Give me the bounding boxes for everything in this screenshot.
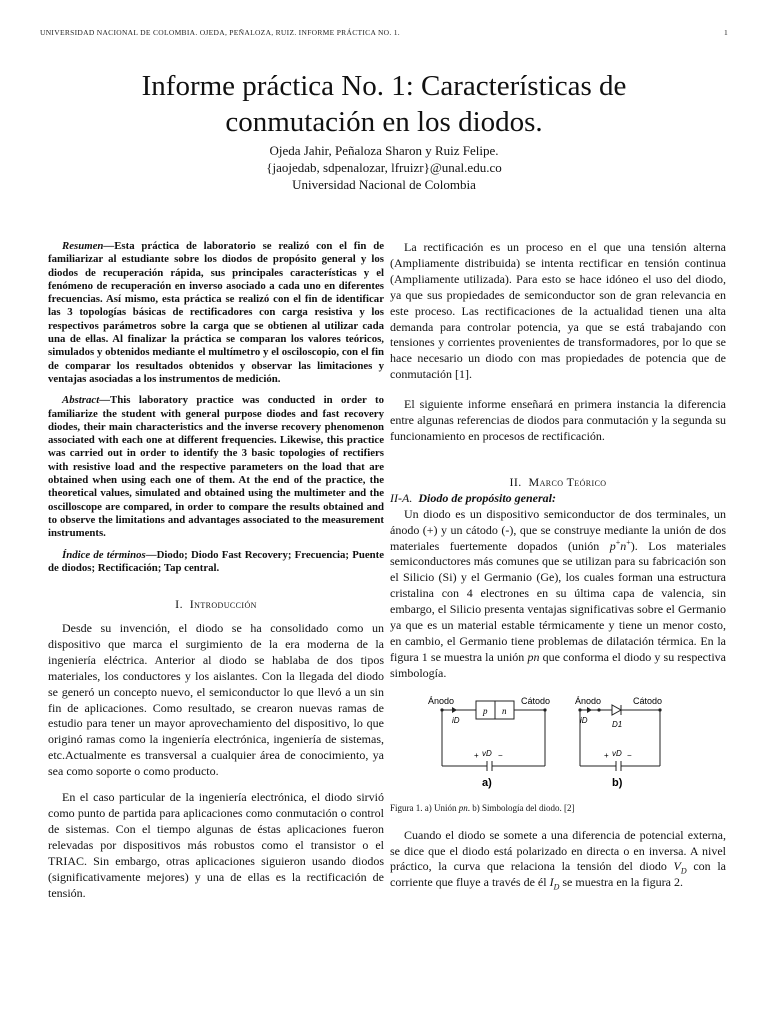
subsection-2a-heading <box>390 491 726 507</box>
author-names: Ojeda Jahir, Peñaloza Sharon y Ruiz Felipe. <box>269 143 499 158</box>
resumen-label: Resumen <box>62 240 104 252</box>
fig-b-plus: + <box>604 750 609 760</box>
theory-paragraph-1 <box>390 507 726 682</box>
theory-p2-part-c: se muestra en la figura 2. <box>559 875 683 890</box>
running-title: UNIVERSIDAD NACIONAL DE COLOMBIA. OJEDA, PEÑALOZA, RUIZ. INFORME PRÁCTICA NO. 1. <box>40 28 400 37</box>
intro-paragraph-4: El siguiente informe enseñará en primera instancia la diferencia entre algunas referencias de diodos para conmutación y la segunda su funcionamiento en procesos de rectificación. <box>390 397 726 443</box>
intro-paragraph-3: La rectificación es un proceso en el que una tensión alterna (Ampliamente distribuida) se intenta rectificar en tensión continua (Ampliamente utilizada). Para esto se hace idóneo el uso del diodo, ya que sus propiedades de semiconductor son de gran relevancia en este proceso. Las rectificaciones de la actualidad tienen una alta demanda para controlar potencia, ya que se está trabajando con tensiones y corrientes provenientes de transformadores, por lo que se hace necesario un diodo con mas propiedades de potencia que de conmutación [1]. <box>390 240 726 382</box>
fig-b-minus: − <box>627 750 632 760</box>
circuit-a <box>428 696 550 789</box>
theory-p1-part-a: Un diodo es un dispositivo semiconductor de dos terminales, un ánodo (+) y un cátodo (-), que se construye mediante la unión de dos materiales fuertemente dopados (unión <box>390 506 726 553</box>
fig-a-cathode-label: Cátodo <box>521 695 551 706</box>
circuit-b <box>575 696 662 789</box>
caption-part-a: Figura 1. a) Unión <box>390 802 459 813</box>
fig-b-voltage-label: vD <box>612 748 622 758</box>
resumen-text: —Esta práctica de laboratorio se realizó con el fin de familiarizar al estudiante sobre los diodos de propósito general y los diodos de recuperación rápida, sus principales características y el fenómeno de recuperación en inverso asociado a cada uno en diferentes frecuencias. Así mismo, esta práctica se realizó con el fin de identificar las 3 topologías básicas de rectificadores con carga resistiva y los respectivos parámetros sobre la carga que se obtienen al utilizar cada una de ellas. Al finalizar la práctica se comparan los valores teóricos, simulados y obtenidos mediante el multímetro y el osciloscopio, con el fin de comparar los resultados obtenidos y observar las limitaciones y ventajas asociadas a los instrumentos de medición. <box>48 240 384 385</box>
author-block <box>60 142 708 193</box>
intro-paragraph-1: Desde su invención, el diodo se ha consolidado como un dispositivo que marca el surgimiento de la era moderna de la ingeniería eléctrica. Anterior al diodo se hablaba de dos tipos materiales, los conductores y los aislantes. Con la llegada del diodo se generó un concepto nuevo, el semiconductor lo que llevó a un sin fin de aplicaciones. Como resultado, se crearon nuevas ramas de estudio para tener un mayor aprovechamiento del dispositivo, lo que originó ramas como la ingeniería electrónica, ingeniería de sistemas, etc.Actualmente es transversal a cualquier área de conocimiento, ya sea como soporte o como producto. <box>48 621 384 779</box>
math-sub-D-1: D <box>680 866 687 876</box>
figure-1 <box>390 694 726 796</box>
keywords-paragraph <box>48 549 384 576</box>
math-I: I <box>549 875 554 890</box>
figure-1-caption <box>390 802 726 814</box>
resumen-paragraph <box>48 240 384 386</box>
math-p: p <box>609 538 616 553</box>
caption-part-b: . b) Simbología del diodo. [2] <box>467 802 575 813</box>
theory-p1-part-b: ). Los materiales semiconductores más comunes que se utilizan para su fabricación son el Silicio (Si) y el Germanio (Ge), los cuales forman una estructura cristalina con 4 electrones en su última capa de valencia, sin embargo, el Silicio presenta ventajas significativas sobre el Germanio ya que es un material estable térmicamente y tiene un menor costo, en cambio, el Germanio tiene problemas de dilatación térmica. En la figura 1 se muestra la unión <box>390 538 726 664</box>
fig-a-p-label: p <box>483 705 488 716</box>
subsection-2a-number: II-A. <box>390 490 413 505</box>
math-n: n <box>620 538 627 553</box>
author-emails: {jaojedab, sdpenalozar, lfruizr}@unal.edu.co <box>266 160 502 175</box>
keywords-text: —Diodo; Diodo Fast Recovery; Frecuencia; Puente de diodos; Rectificación; Tap central. <box>48 548 385 574</box>
theory-p2-part-a: Cuando el diodo se somete a una diferencia de potencial externa, se dice que el diodo está polarizado en directa o en inversa. A nivel práctico, la curva que relaciona la tensión del diodo <box>390 827 726 874</box>
left-column <box>48 240 384 901</box>
keywords-label: Índice de términos <box>62 548 146 561</box>
math-VD <box>673 859 687 876</box>
paper-title <box>60 68 708 140</box>
fig-b-anode-label: Ánodo <box>575 695 602 706</box>
page-number: 1 <box>723 28 728 37</box>
running-header <box>40 28 728 37</box>
subsection-2a-title: Diodo de propósito general: <box>418 490 556 505</box>
section-1-title: Introducción <box>189 597 257 612</box>
fig-a-current-label: iD <box>452 715 460 725</box>
fig-a-minus: − <box>498 750 503 760</box>
caption-pn: pn <box>458 802 468 813</box>
fig-b-cathode-label: Cátodo <box>633 695 663 706</box>
fig-a-voltage-label: vD <box>482 748 492 758</box>
fig-b-label: b) <box>612 776 623 789</box>
figure-1-diagram <box>390 694 726 796</box>
section-2-title: Marco Teórico <box>528 474 607 489</box>
section-2-number: II. <box>509 474 522 489</box>
math-sub-D-2: D <box>553 882 560 892</box>
fig-b-diode-label: D1 <box>612 719 623 729</box>
right-column <box>390 240 726 891</box>
section-1-heading <box>48 597 384 613</box>
fig-a-label: a) <box>482 776 492 789</box>
author-affiliation: Universidad Nacional de Colombia <box>292 177 476 192</box>
theory-p2-part-b: con la corriente que fluye a través de él <box>390 859 726 890</box>
title-line-2: conmutación en los diodos. <box>225 106 543 138</box>
abstract-paragraph <box>48 394 384 540</box>
fig-a-n-label: n <box>502 705 507 716</box>
theory-paragraph-2 <box>390 828 726 892</box>
fig-a-plus: + <box>474 750 479 760</box>
intro-paragraph-2: En el caso particular de la ingeniería electrónica, el diodo sirvió como punto de partida para aplicaciones como conmutación o control de sistemas. Con el tiempo algunas de éstas aplicaciones fueron relevadas por dispositivos más robustos como el transistor o el TRIAC. Sin embargo, otras aplicaciones siguieron usando diodos (significativamente mejores) y una de ellas es la rectificación de tensión. <box>48 790 384 900</box>
abstract-label: Abstract <box>62 394 100 407</box>
math-sup-plus-1: + <box>615 537 621 547</box>
theory-p1-part-c: que conforma el diodo y su respectiva simbología. <box>390 649 726 680</box>
section-2-heading <box>390 475 726 491</box>
math-ID <box>549 875 560 892</box>
math-sup-plus-2: + <box>626 537 631 547</box>
section-1-number: I. <box>175 597 183 612</box>
math-V: V <box>673 859 681 874</box>
fig-a-anode-label: Ánodo <box>428 695 455 706</box>
title-line-1: Informe práctica No. 1: Características de <box>141 70 627 102</box>
abstract-text: —This laboratory practice was conducted in order to familiarize the student with general purpose diodes and fast recovery diodes, their main characteristics and the inverse recovery phenomenon associated with each one at different frequencies. Likewise, this practice was carried out in order to identify the 3 basic topologies of rectifiers with resistive load and the respective parameters on the load that are obtained when using each one of them. At the end of the practice, the theoretical values, simulated and obtained using the multimeter and the oscilloscope are compared, in order to compare the results obtained and to observe the limitations and advantages associated to the measurement instruments. <box>48 394 384 540</box>
fig-b-current-label: iD <box>580 715 588 725</box>
math-pn: pn <box>527 649 540 664</box>
